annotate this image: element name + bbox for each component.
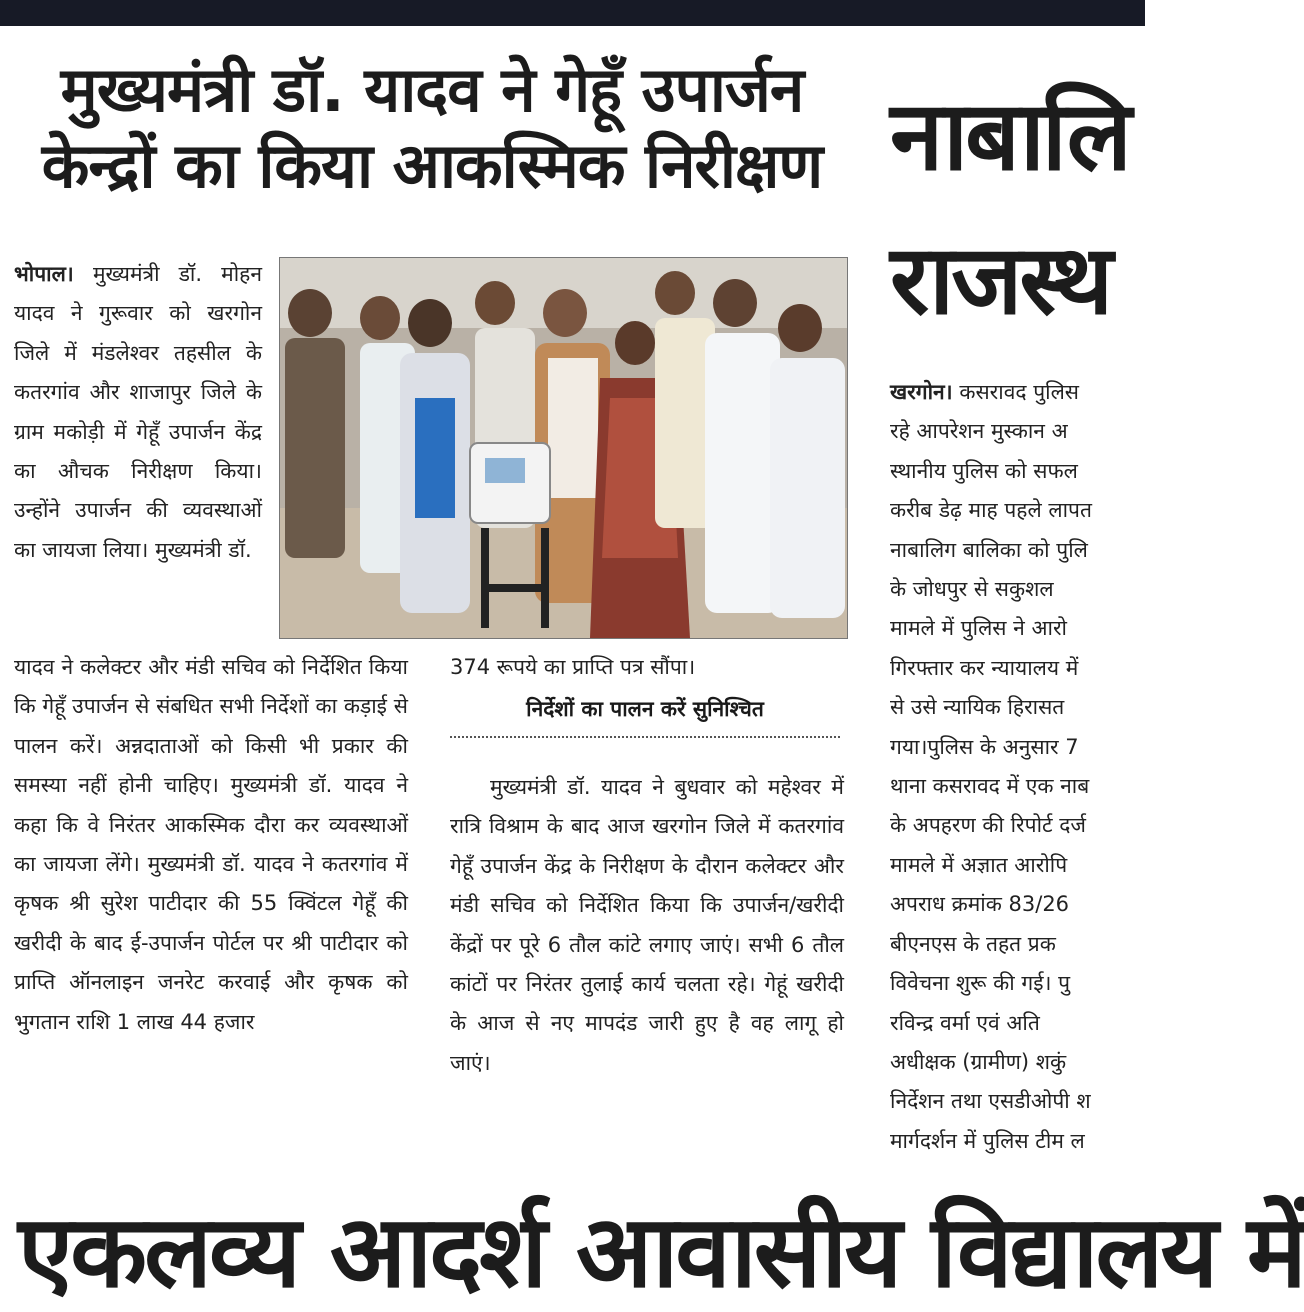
article-column-mid-bottom	[450, 768, 844, 1168]
news-photo-graphic	[280, 258, 847, 638]
right-headline-line2: राजस्थ	[890, 224, 1111, 336]
right-article-line: बीएनएस के तहत प्रक	[890, 931, 1056, 956]
article-dateline: भोपाल।	[14, 262, 74, 286]
top-dark-bar	[0, 0, 1145, 26]
right-article-line: रविन्द्र वर्मा एवं अति	[890, 1010, 1040, 1035]
right-article-line: अधीक्षक (ग्रामीण) शकुं	[890, 1049, 1067, 1074]
article-column-left-top	[14, 255, 262, 645]
subhead-block	[450, 690, 840, 738]
article-text: मुख्यमंत्री डॉ. यादव ने बुधवार को महेश्वर में रात्रि विश्राम के बाद आज खरगोन जिले में कतरगांव गेहूँ उपार्जन केंद्र के निरीक्षण के दौरान कलेक्टर और मंडी सचिव को निर्देशित किया कि उपार्जन/खरीदी केंद्रों पर पूरे 6 तौल कांटे लगाए जाएं। सभी 6 तौल कांटों पर निरंतर तुलाई कार्य चलता रहे। गेहूं खरीदी के आज से नए मापदंड जारी हुए है वह लागू हो जाएं।	[450, 775, 844, 1075]
right-article-line: के अपहरण की रिपोर्ट दर्ज	[890, 813, 1087, 838]
right-article-line: के जोधपुर से सकुशल	[890, 577, 1054, 602]
article-text: मुख्यमंत्री डॉ. मोहन यादव ने गुरूवार को खरगोन जिले में मंडलेश्वर तहसील के कतरगांव और शाजापुर जिले के ग्राम मकोड़ी में गेहूँ उपार्जन केंद्र का औचक निरीक्षण किया। उन्होंने उपार्जन की व्यवस्थाओं का जायजा लिया। मुख्यमंत्री डॉ.	[14, 262, 262, 562]
right-article-line: करीब डेढ़ माह पहले लापत	[890, 498, 1092, 523]
right-article-dateline: खरगोन।	[890, 380, 953, 404]
article-column-mid-top	[450, 648, 844, 690]
right-article-line: कसरावद पुलिस	[959, 380, 1079, 404]
article-subhead: निर्देशों का पालन करें सुनिश्चित	[526, 697, 764, 721]
article-column-right	[890, 373, 1145, 1173]
right-article-line: से उसे न्यायिक हिरासत	[890, 695, 1065, 720]
right-article-line: विवेचना शुरू की गई। पु	[890, 971, 1071, 996]
right-headline-line1: नाबालि	[890, 80, 1129, 192]
right-article-line: निर्देशन तथा एसडीओपी श	[890, 1089, 1091, 1114]
right-article-line: मामले में पुलिस ने आरो	[890, 616, 1067, 641]
right-article-line: गया।पुलिस के अनुसार 7	[890, 734, 1079, 759]
right-article-line: रहे आपरेशन मुस्कान अ	[890, 419, 1068, 444]
right-headline	[890, 64, 1145, 352]
main-headline	[12, 52, 852, 203]
article-text: यादव ने कलेक्टर और मंडी सचिव को निर्देशित किया कि गेहूँ उपार्जन से संबधित सभी निर्देशों का कड़ाई से पालन करें। अन्नदाताओं को किसी भी प्रकार की समस्या नहीं होनी चाहिए। मुख्यमंत्री डॉ. यादव ने कहा कि वे निरंतर आकस्मिक दौरा कर व्यवस्थाओं का जायजा लेंगे। मुख्यमंत्री डॉ. यादव ने कतरगांव में कृषक श्री सुरेश पाटीदार की 55 क्विंटल गेहूँ की खरीदी के बाद ई-उपार्जन पोर्टल पर श्री पाटीदार को प्राप्ति ऑनलाइन जनरेट करवाई और कृषक को भुगतान राशि 1 लाख 44 हजार	[14, 655, 408, 1034]
right-article-line: मार्गदर्शन में पुलिस टीम ल	[890, 1128, 1085, 1153]
main-headline-line1: मुख्यमंत्री डॉ. यादव ने गेहूँ उपार्जन	[60, 53, 804, 126]
right-article-line: नाबालिग बालिका को पुलि	[890, 537, 1088, 562]
article-column-left-bottom	[14, 648, 408, 1148]
right-article-line: मामले में अज्ञात आरोपि	[890, 852, 1068, 877]
right-article-line: थाना कसरावद में एक नाब	[890, 774, 1090, 799]
bottom-headline: एकलव्य आदर्श आवासीय विद्यालय में	[18, 1193, 1304, 1310]
right-article-line: अपराध क्रमांक 83/26	[890, 892, 1070, 917]
right-article-line: स्थानीय पुलिस को सफल	[890, 458, 1078, 483]
main-headline-line2: केन्द्रों का किया आकस्मिक निरीक्षण	[41, 128, 823, 202]
article-text: 374 रूपये का प्राप्ति पत्र सौंपा।	[450, 655, 696, 679]
news-photo	[279, 257, 848, 639]
right-article-line: गिरफ्तार कर न्यायालय में	[890, 655, 1079, 680]
